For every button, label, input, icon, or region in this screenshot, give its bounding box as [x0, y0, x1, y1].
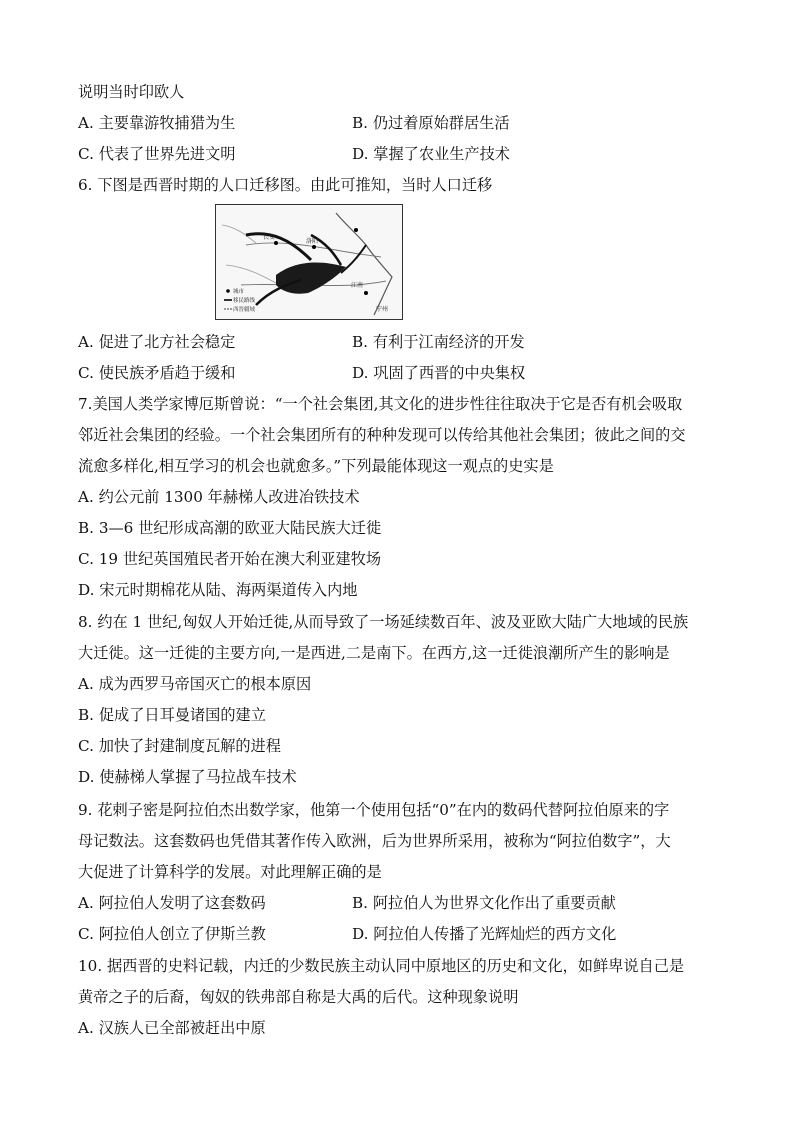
legend-border-label: 西晋疆域: [233, 307, 256, 313]
q8-option-c: C. 加快了封建制度瓦解的进程: [78, 737, 281, 755]
q8-option-a: A. 成为西罗马帝国灭亡的根本原因: [78, 675, 312, 693]
yellow-river: [246, 243, 381, 257]
q9-stem-line-1: 9. 花剌子密是阿拉伯杰出数学家，他第一个使用包括“0”在内的数码代替阿拉伯原来的字: [78, 801, 670, 819]
q9-stem-line-2: 母记数法。这套数码也凭借其著作传入欧洲，后为世界所采用，被称为“阿拉伯数字”，大: [78, 832, 671, 850]
city-dot: [364, 291, 368, 295]
q6-option-b: B. 有利于江南经济的开发: [352, 333, 525, 351]
q7-stem-line-1: 7.美国人类学家博厄斯曾说：“一个社会集团,其文化的进步性往往取决于它是否有机会吸取: [78, 395, 683, 413]
q7-stem-line-2: 邻近社会集团的经验。一个社会集团所有的种种发现可以传给其他社会集团；彼此之间的交: [78, 426, 686, 444]
map-label: 长安: [263, 234, 276, 241]
q8-stem-line-2: 大迁徙。这一迁徙的主要方向,一是西进,二是南下。在西方,这一迁徙浪潮所产生的影响是: [78, 644, 670, 662]
migration-arrow-east: [341, 245, 366, 273]
q5-option-d: D. 掌握了农业生产技术: [352, 145, 510, 163]
q7-option-a: A. 约公元前 1300 年赫梯人改进冶铁技术: [78, 488, 360, 506]
q9-stem-line-3: 大促进了计算科学的发展。对此理解正确的是: [78, 863, 382, 881]
coastline: [336, 213, 392, 315]
q5-option-c: C. 代表了世界先进文明: [78, 145, 236, 163]
q6-option-d: D. 巩固了西晋的中央集权: [352, 364, 526, 382]
q7-option-c: C. 19 世纪英国殖民者开始在澳大利亚建牧场: [78, 550, 382, 568]
city-dot: [312, 245, 316, 249]
migration-arrow-north: [246, 234, 311, 260]
map-legend: [224, 287, 256, 313]
q10-stem-line-1: 10. 据西晋的史料记载，内迁的少数民族主动认同中原地区的历史和文化，如鲜卑说自己是: [78, 957, 685, 975]
q9-option-d: D. 阿拉伯人传播了光辉灿烂的西方文化: [352, 925, 617, 943]
q10-stem-line-2: 黄帝之子的后裔，匈奴的铁弗部自称是大禹的后代。这种现象说明: [78, 988, 519, 1006]
q9-option-b: B. 阿拉伯人为世界文化作出了重要贡献: [352, 894, 616, 912]
city-dot: [354, 228, 358, 232]
q8-option-d: D. 使赫梯人掌握了马拉战车技术: [78, 768, 297, 786]
q5-stem-tail: 说明当时印欧人: [78, 83, 185, 101]
q5-option-b: B. 仍过着原始群居生活: [352, 114, 510, 132]
migration-map-figure: [215, 204, 403, 320]
q6-option-c: C. 使民族矛盾趋于缓和: [78, 364, 236, 382]
q6-option-a: A. 促进了北方社会稳定: [78, 333, 236, 351]
city-dot: [274, 241, 278, 245]
q8-stem-line-1: 8. 约在 1 世纪,匈奴人开始迁徙,从而导致了一场延续数百年、波及亚欧大陆广大地域的民族: [78, 613, 689, 631]
map-label: 江南: [351, 282, 364, 289]
migration-destination-area: [276, 262, 346, 293]
legend-city-label: 城市: [233, 289, 245, 295]
q6-stem: 6. 下图是西晋时期的人口迁移图。由此可推知，当时人口迁移: [78, 176, 493, 194]
q5-option-a: A. 主要靠游牧捕猎为生: [78, 114, 236, 132]
q9-option-c: C. 阿拉伯人创立了伊斯兰教: [78, 925, 266, 943]
legend-route-label: 移民路线: [233, 298, 256, 304]
q7-option-b: B. 3—6 世纪形成高潮的欧亚大陆民族大迁徙: [78, 519, 382, 537]
map-label: 宁州: [376, 306, 389, 313]
q10-option-a: A. 汉族人已全部被赶出中原: [78, 1019, 266, 1037]
q9-option-a: A. 阿拉伯人发明了这套数码: [78, 894, 266, 912]
migration-map-svg: [216, 205, 402, 319]
q8-option-b: B. 促成了日耳曼诸国的建立: [78, 706, 266, 724]
q7-stem-line-3: 流愈多样化,相互学习的机会也就愈多。”下列最能体现这一观点的史实是: [78, 457, 554, 475]
legend-city-marker: [226, 289, 230, 293]
map-label: 洛阳: [306, 238, 319, 245]
q7-option-d: D. 宋元时期棉花从陆、海两渠道传入内地: [78, 581, 358, 599]
